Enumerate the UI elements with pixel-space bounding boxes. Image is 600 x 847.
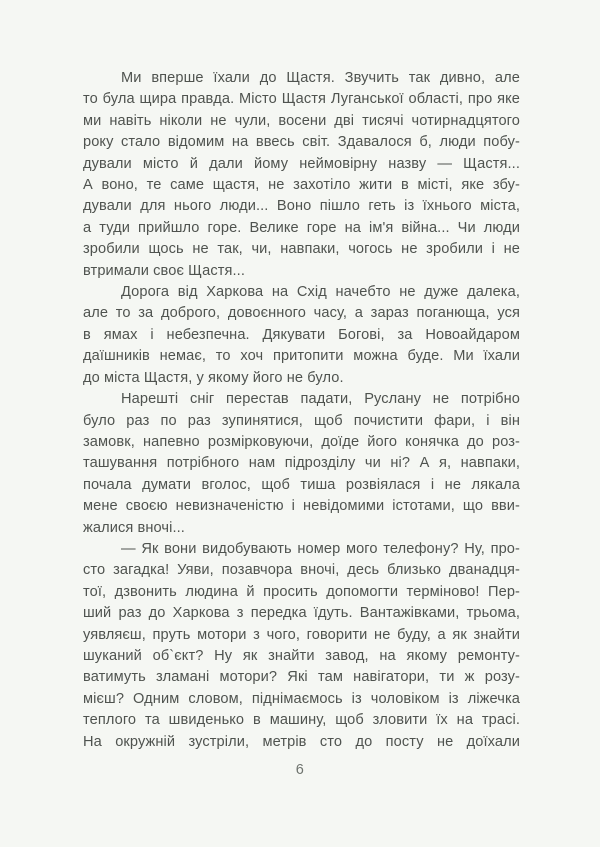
text-line: — Як вони видобувають номер мого телефону? Ну, про- [121,540,520,557]
text-line: ший раз до Харкова з передка їдуть. Вантажівками, трьома, [83,605,520,622]
text-line: Нарешті сніг перестав падати, Руслану не потрібно [121,391,520,408]
text-line: то була щира правда. Місто Щастя Луганської області, про яке [83,91,520,108]
text-line: почала думати вголос, щоб тиша розвіялася і не лякала [83,476,520,493]
text-line: мене своєю невизначеністю і невідомими істотами, що вви- [83,498,520,515]
text-line: зробили щось не так, чи, навпаки, чогось не зробили і не [83,241,520,258]
text-line: втримали своє Щастя... [83,262,245,279]
text-line: але то за доброго, довоєнного часу, а зараз поганюща, уся [83,305,520,322]
page-text [83,68,520,753]
text-line: тої, дзвонить людина й просить допомогти терміново! Пер- [83,583,520,600]
text-line: даїшників немає, то хоч притопити можна буде. Ми їхали [83,348,520,365]
text-line: ватимуть зламані мотори? Які там навігатори, ти ж розу- [83,669,520,686]
paragraph [83,389,520,539]
text-line: мієш? Одним словом, піднімаємось із чоловіком із ліжечка [83,690,520,707]
text-line: ташування потрібного нам підрозділу чи ні? А я, навпаки, [83,455,520,472]
text-line: в ямах і небезпечна. Дякувати Богові, за Новоайдаром [83,326,520,343]
text-line: шуканий об`єкт? Ну як знайти завод, на якому ремонту- [83,647,520,664]
text-line: На окружній зустріли, метрів сто до посту не доїхали [83,733,520,750]
text-line: до міста Щастя, у якому його не було. [83,369,344,386]
paragraph [83,539,520,753]
text-line: було раз по раз зупинятися, щоб почистити фари, і він [83,412,520,429]
text-line: замовк, напевно розмірковуючи, доїде його конячка до роз- [83,433,520,450]
text-line: сто загадка! Уяви, позавчора вночі, десь близько дванадця- [83,562,520,579]
text-line: а туди прийшло горе. Велике горе на ім'я війна... Чи люди [83,219,520,236]
text-line: теплого та швиденько в машину, щоб зловити їх на трасі. [83,712,520,729]
page-number: 6 [295,762,305,778]
text-line: ми навіть ніколи не чули, восени дві тисячі чотирнадцятого [83,112,520,129]
text-line: Дорога від Харкова на Схід начебто не дуже далека, [121,284,520,301]
text-line: жалися вночі... [83,519,185,536]
text-line: року стало відомим на ввесь світ. Здавалося б, люди побу- [83,134,520,151]
paragraph [83,282,520,389]
text-line: дували місто й дали йому неймовірну назву — Щастя... [83,155,520,172]
text-line: Ми вперше їхали до Щастя. Звучить так дивно, але [121,70,520,86]
text-line: уявляєш, пруть мотори з чого, говорити не буду, а як знайти [83,626,520,643]
text-line: А воно, те саме щастя, не захотіло жити в місті, яке збу- [83,177,520,194]
text-line: дували для нього люди... Воно пішло геть із їхнього міста, [83,198,520,215]
paragraph [83,68,520,282]
